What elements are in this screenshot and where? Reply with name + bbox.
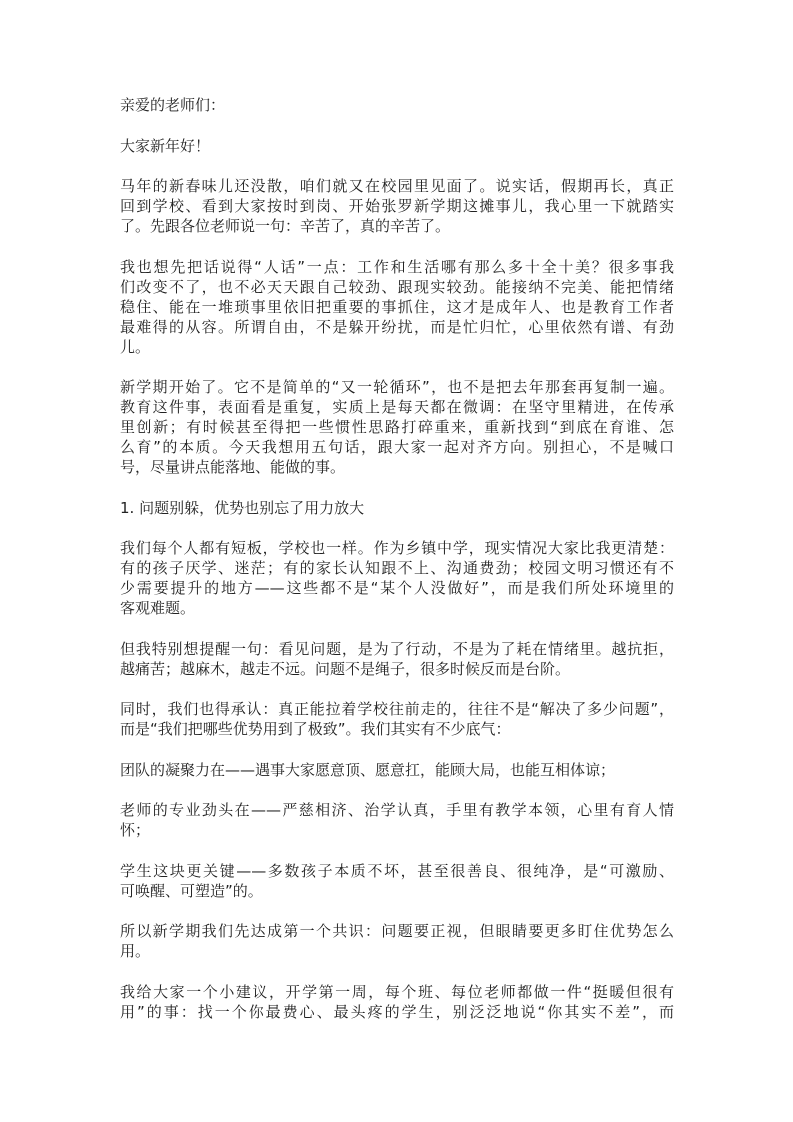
paragraph bbox=[120, 257, 674, 357]
text-line: 们改变不了，也不必天天跟自己较劲、跟现实较劲。能接纳不完美、能把情绪 bbox=[120, 277, 674, 296]
text-line: 新学期开始了。它不是简单的“又一轮循环”，也不是把去年那套再复制一遍。 bbox=[120, 378, 674, 396]
text-line: 里创新；有时候甚至得把一些惯性思路打碎重来，重新找到“到底在育谁、怎 bbox=[120, 418, 674, 436]
paragraph bbox=[120, 639, 674, 679]
paragraph bbox=[120, 176, 674, 236]
text-line: 团队的凝聚力在——遇事大家愿意顶、愿意扛，能顾大局，也能互相体谅； bbox=[120, 760, 616, 779]
text-line: 我们每个人都有短板，学校也一样。作为乡镇中学，现实情况大家比我更清楚： bbox=[120, 539, 674, 557]
text-line: 客观难题。 bbox=[120, 599, 196, 617]
text-line: 回到学校、看到大家按时到岗、开始张罗新学期这摊事儿，我心里一下就踏实 bbox=[120, 197, 674, 215]
text-line: 老师的专业劲头在——严慈相济、治学认真，手里有教学本领，心里有育人情 bbox=[120, 801, 674, 819]
paragraph bbox=[120, 95, 674, 115]
text-line: 稳住、能在一堆琐事里依旧把重要的事抓住，这才是成年人、也是教育工作者 bbox=[120, 297, 674, 316]
text-line: 号，尽量讲点能落地、能做的事。 bbox=[120, 458, 346, 476]
paragraph bbox=[120, 982, 674, 1022]
text-line: 但我特别想提醒一句：看见问题，是为了行动，不是为了耗在情绪里。越抗拒， bbox=[120, 639, 674, 658]
text-line: 儿。 bbox=[120, 337, 151, 356]
text-line: 最难得的从容。所谓自由，不是躲开纷扰，而是忙归忙，心里依然有谱、有劲 bbox=[120, 317, 674, 336]
paragraph bbox=[120, 699, 674, 739]
text-line: 越痛苦；越麻木，越走不远。问题不是绳子，很多时候反而是台阶。 bbox=[120, 659, 571, 678]
text-line: 可唤醒、可塑造”的。 bbox=[120, 881, 263, 900]
text-line: 用。 bbox=[120, 942, 151, 960]
text-line: 我也想先把话说得“人话”一点：工作和生活哪有那么多十全十美？很多事我 bbox=[120, 257, 674, 276]
text-line: 大家新年好！ bbox=[120, 136, 211, 155]
text-line: 了。先跟各位老师说一句：辛苦了，真的辛苦了。 bbox=[120, 217, 451, 235]
paragraph bbox=[120, 800, 674, 840]
paragraph bbox=[120, 377, 674, 477]
text-line: 少需要提升的地方——这些都不是“某个人没做好”，而是我们所处环境里的 bbox=[120, 579, 674, 597]
text-line: 1. 问题别躲，优势也别忘了用力放大 bbox=[120, 498, 365, 517]
text-line: 教育这件事，表面看是重复，实质上是每天都在微调：在坚守里精进，在传承 bbox=[120, 398, 674, 416]
text-line: 同时，我们也得承认：真正能拉着学校往前走的，往往不是“解决了多少问题”， bbox=[120, 700, 674, 718]
document-page bbox=[120, 95, 674, 1042]
text-line: 我给大家一个小建议，开学第一周，每个班、每位老师都做一件“挺暖但很有 bbox=[120, 982, 674, 1001]
paragraph bbox=[120, 921, 674, 961]
paragraph bbox=[120, 538, 674, 618]
paragraph bbox=[120, 136, 674, 156]
text-line: 所以新学期我们先达成第一个共识：问题要正视，但眼睛要更多盯住优势怎么 bbox=[120, 922, 674, 940]
text-line: 亲爱的老师们： bbox=[120, 96, 226, 114]
text-line: 怀； bbox=[120, 821, 151, 839]
text-line: 学生这块更关键——多数孩子本质不坏，甚至很善良、很纯净，是“可激励、 bbox=[120, 861, 674, 880]
section-heading bbox=[120, 498, 674, 518]
text-line: 有的孩子厌学、迷茫；有的家长认知跟不上、沟通费劲；校园文明习惯还有不 bbox=[120, 559, 674, 577]
text-line: 而是“我们把哪些优势用到了极致”。我们其实有不少底气： bbox=[120, 720, 511, 738]
text-line: 马年的新春味儿还没散，咱们就又在校园里见面了。说实话，假期再长，真正 bbox=[120, 177, 674, 195]
paragraph bbox=[120, 861, 674, 901]
paragraph bbox=[120, 760, 674, 780]
text-line: 么育”的本质。今天我想用五句话，跟大家一起对齐方向。别担心，不是喊口 bbox=[120, 438, 674, 456]
text-line: 用”的事：找一个你最费心、最头疼的学生，别泛泛地说“你其实不差”，而 bbox=[120, 1002, 674, 1021]
